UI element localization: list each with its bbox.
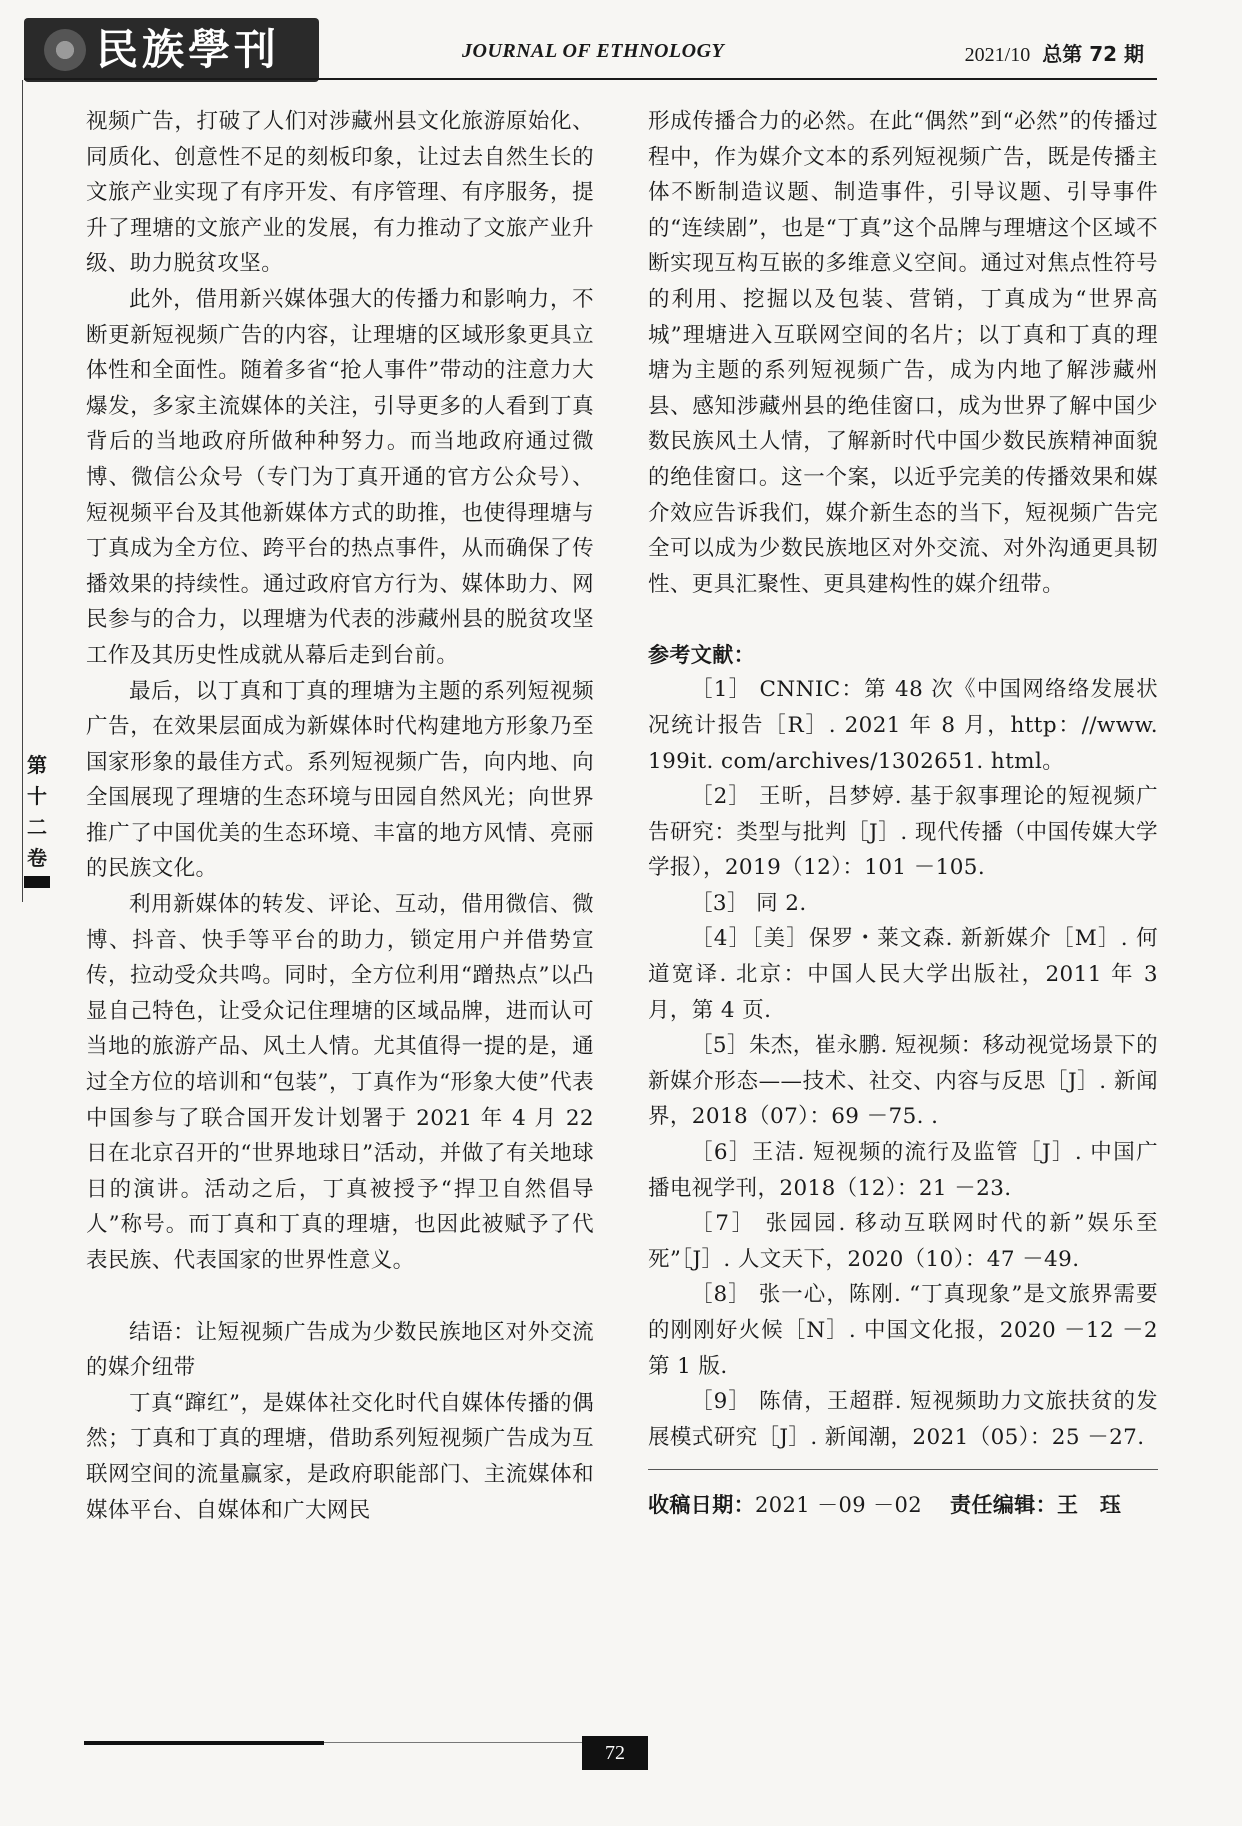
paragraph: 最后，以丁真和丁真的理塘为主题的系列短视频广告，在效果层面成为新媒体时代构建地方形象乃至国家形象的最佳方式。系列短视频广告，向内地、向全国展现了理塘的生态环境与田园自然风光；向世界推广了中国优美的生态环境、丰富的地方风情、亮丽的民族文化。 <box>86 678 594 882</box>
paragraph: 丁真“蹿红”，是媒体社交化时代自媒体传播的偶然；丁真和丁真的理塘，借助系列短视频广告成为互联网空间的流量赢家，是政府职能部门、主流媒体和媒体平台、自媒体和广大网民 <box>86 1390 594 1523</box>
volume-char: 二 <box>27 815 47 839</box>
references-divider <box>648 1469 1158 1470</box>
journal-name-en: JOURNAL OF ETHNOLOGY <box>462 40 725 62</box>
journal-masthead-logo <box>24 18 319 82</box>
article-meta <box>648 1488 1158 1524</box>
side-border-line <box>22 80 23 902</box>
reference-item: ［9］ 陈倩，王超群. 短视频助力文旅扶贫的发展模式研究［J］. 新闻潮，2021（05）：25 －27. <box>648 1389 1158 1450</box>
reference-item: ［8］ 张一心，陈刚. “丁真现象”是文旅界需要的刚刚好火候［N］. 中国文化报，2020 －12 －2 第 1 版. <box>648 1282 1158 1379</box>
section-gap <box>86 1279 594 1315</box>
reference-item: ［3］ 同 2. <box>691 890 807 916</box>
header-divider <box>24 78 1157 80</box>
section-heading: 结语：让短视频广告成为少数民族地区对外交流的媒介纽带 <box>86 1319 594 1381</box>
editor-name: 王 珏 <box>1057 1493 1122 1518</box>
issue-number: 总第 72 期 <box>1042 42 1144 66</box>
journal-name-cn: 民族學刊 <box>96 25 281 74</box>
issue-date: 2021/10 <box>964 44 1031 66</box>
volume-char: 第 <box>27 753 47 777</box>
editor-label: 责任编辑： <box>950 1493 1058 1518</box>
reference-item: ［6］王洁. 短视频的流行及监管［J］. 中国广播电视学刊，2018（12）：21 －23. <box>648 1140 1158 1201</box>
emblem-icon <box>44 29 86 71</box>
volume-marker <box>24 750 50 888</box>
paragraph: 此外，借用新兴媒体强大的传播力和影响力，不断更新短视频广告的内容，让理塘的区域形象更具立体性和全面性。随着多省“抢人事件”带动的注意力大爆发，多家主流媒体的关注，引导更多的人看到丁真背后的当地政府所做种种努力。而当地政府通过微博、微信公众号（专门为丁真开通的官方公众号）、短视频平台及其他新媒体方式的助推，也使得理塘与丁真成为全方位、跨平台的热点事件，从而确保了传播效果的持续性。通过政府官方行为、媒体助力、网民参与的合力，以理塘为代表的涉藏州县的脱贫攻坚工作及其历史性成就从幕后走到台前。 <box>86 286 594 668</box>
reference-item: ［2］ 王昕，吕梦婷. 基于叙事理论的短视频广告研究：类型与批判［J］. 现代传播（中国传媒大学学报），2019（12）：101 －105. <box>648 784 1158 881</box>
issue-info <box>965 38 1144 67</box>
volume-char: 十 <box>27 784 47 808</box>
volume-char: 卷 <box>27 846 47 870</box>
reference-item: ［5］朱杰，崔永鹏. 短视频：移动视觉场景下的新媒介形态——技术、社交、内容与反思［J］. 新闻界，2018（07）：69 －75. . <box>648 1033 1158 1130</box>
footer-thick-rule <box>84 1741 324 1745</box>
received-label: 收稿日期： <box>648 1493 755 1518</box>
page-number: 72 <box>582 1736 648 1770</box>
right-column <box>648 104 1158 1524</box>
reference-item: ［1］ CNNIC：第 48 次《中国网络络发展状况统计报告［R］. 2021 年 8 月，http：//www. 199it. com/archives/1302651. html。 <box>648 677 1158 774</box>
paragraph: 利用新媒体的转发、评论、互动，借用微信、微博、抖音、快手等平台的助力，锁定用户并借势宣传，拉动受众共鸣。同时，全方位利用“蹭热点”以凸显自己特色，让受众记住理塘的区域品牌，进而认可当地的旅游产品、风土人情。尤其值得一提的是，通过全方位的培训和“包装”，丁真作为“形象大使”代表中国参与了联合国开发计划署于 2021 年 4 月 22 日在北京召开的“世界地球日”活动，并做了有关地球日的演讲。活动之后，丁真被授予“捍卫自然倡导人”称号。而丁真和丁真的理塘，也因此被赋予了代表民族、代表国家的世界性意义。 <box>86 892 594 1273</box>
volume-marker-bar <box>24 876 50 888</box>
left-column <box>86 104 594 1528</box>
reference-item: ［4］［美］保罗・莱文森. 新新媒介［M］. 何道宽译. 北京：中国人民大学出版社，2011 年 3 月，第 4 页. <box>648 926 1158 1023</box>
reference-item: ［7］ 张园园. 移动互联网时代的新”娱乐至死”［J］. 人文天下，2020（10）：47 －49. <box>648 1211 1158 1272</box>
references-heading: 参考文献： <box>648 643 755 668</box>
received-date: 2021 －09 －02 <box>755 1493 923 1518</box>
paragraph: 视频广告，打破了人们对涉藏州县文化旅游原始化、同质化、创意性不足的刻板印象，让过去自然生长的文旅产业实现了有序开发、有序管理、有序服务，提升了理塘的文旅产业的发展，有力推动了文旅产业升级、助力脱贫攻坚。 <box>86 109 594 277</box>
paragraph: 形成传播合力的必然。在此“偶然”到“必然”的传播过程中，作为媒介文本的系列短视频广告，既是传播主体不断制造议题、制造事件，引导议题、引导事件的“连续剧”，也是“丁真”这个品牌与理塘这个区域不断实现互构互嵌的多维意义空间。通过对焦点性符号的利用、挖掘以及包装、营销，丁真成为“世界高城”理塘进入互联网空间的名片；以丁真和丁真的理塘为主题的系列短视频广告，成为内地了解涉藏州县、感知涉藏州县的绝佳窗口，成为世界了解中国少数民族风土人情，了解新时代中国少数民族精神面貌的绝佳窗口。这一个案，以近乎完美的传播效果和媒介效应告诉我们，媒介新生态的当下，短视频广告完全可以成为少数民族地区对外交流、对外沟通更具韧性、更具汇聚性、更具建构性的媒介纽带。 <box>648 109 1158 597</box>
